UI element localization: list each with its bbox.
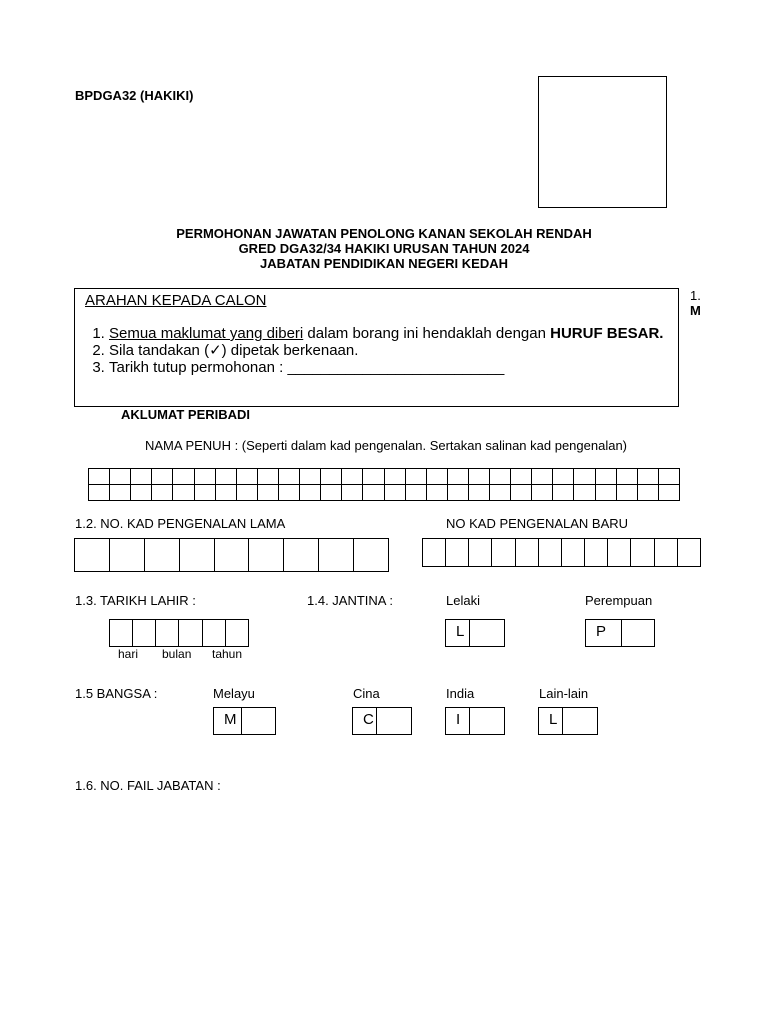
new-ic-digit-cell[interactable] [655,539,678,567]
full-name-char-cell[interactable] [363,469,384,485]
dob-digit-cell[interactable] [203,620,226,647]
full-name-label: NAMA PENUH : (Seperti dalam kad pengenalan. Sertakan salinan kad pengenalan) [145,438,628,453]
full-name-char-cell[interactable] [342,469,363,485]
dob-digit-cell[interactable] [156,620,179,647]
old-ic-digit-cell[interactable] [145,539,180,572]
dob-day-caption: hari [118,647,139,661]
full-name-char-cell[interactable] [89,469,110,485]
full-name-char-cell[interactable] [131,485,152,501]
full-name-char-cell[interactable] [596,485,617,501]
gender-male-code: L [446,620,470,646]
full-name-char-cell[interactable] [617,485,638,501]
race-other-checkbox[interactable] [538,707,598,735]
full-name-char-cell[interactable] [553,485,574,501]
gender-male-label: Lelaki [446,593,480,608]
full-name-char-cell[interactable] [617,469,638,485]
full-name-char-cell[interactable] [152,485,173,501]
full-name-char-cell[interactable] [258,469,279,485]
new-ic-grid [422,538,701,567]
full-name-char-cell[interactable] [279,485,300,501]
photo-box [538,76,667,208]
old-ic-digit-cell[interactable] [75,539,110,572]
full-name-char-cell[interactable] [279,469,300,485]
gender-male-tick-cell[interactable] [470,620,504,646]
race-other-tick-cell[interactable] [563,708,597,734]
full-name-char-cell[interactable] [216,485,237,501]
full-name-char-cell[interactable] [300,469,321,485]
new-ic-digit-cell[interactable] [608,539,631,567]
full-name-char-cell[interactable] [173,485,194,501]
full-name-char-cell[interactable] [237,485,258,501]
gender-female-checkbox[interactable] [585,619,655,647]
new-ic-digit-cell[interactable] [469,539,492,567]
full-name-char-cell[interactable] [574,485,595,501]
full-name-char-cell[interactable] [638,485,659,501]
full-name-char-cell[interactable] [532,469,553,485]
dob-digit-cell[interactable] [179,620,202,647]
section-title: AKLUMAT PERIBADI [121,407,251,422]
dob-label: 1.3. TARIKH LAHIR : [75,593,196,608]
old-ic-digit-cell[interactable] [180,539,215,572]
full-name-char-cell[interactable] [638,469,659,485]
dob-digit-cell[interactable] [133,620,156,647]
new-ic-digit-cell[interactable] [585,539,608,567]
full-name-char-cell[interactable] [448,469,469,485]
race-other-code: L [539,708,563,734]
full-name-char-cell[interactable] [342,485,363,501]
heading-line-1: PERMOHONAN JAWATAN PENOLONG KANAN SEKOLAH RENDAH [176,226,592,241]
full-name-char-cell[interactable] [448,485,469,501]
race-other-label: Lain-lain [539,686,589,701]
race-chinese-tick-cell[interactable] [377,708,411,734]
heading-line-3: JABATAN PENDIDIKAN NEGERI KEDAH [260,256,508,271]
new-ic-digit-cell[interactable] [446,539,469,567]
full-name-char-cell[interactable] [363,485,384,501]
full-name-char-cell[interactable] [511,469,532,485]
full-name-char-cell[interactable] [596,469,617,485]
new-ic-digit-cell[interactable] [539,539,562,567]
full-name-char-cell[interactable] [385,469,406,485]
full-name-char-cell[interactable] [152,469,173,485]
full-name-char-cell[interactable] [216,469,237,485]
dob-year-caption: tahun [212,647,243,661]
gender-female-tick-cell[interactable] [622,620,654,646]
full-name-char-cell[interactable] [321,485,342,501]
new-ic-digit-cell[interactable] [516,539,539,567]
old-ic-digit-cell[interactable] [110,539,145,572]
full-name-char-cell[interactable] [195,485,216,501]
dob-digit-cell[interactable] [110,620,133,647]
full-name-char-cell[interactable] [321,469,342,485]
new-ic-digit-cell[interactable] [678,539,701,567]
dob-month-caption: bulan [162,647,192,661]
full-name-char-cell[interactable] [406,485,427,501]
instructions-box [74,288,679,407]
race-indian-checkbox[interactable] [445,707,505,735]
full-name-char-cell[interactable] [427,469,448,485]
heading-line-2: GRED DGA32/34 HAKIKI URUSAN TAHUN 2024 [238,241,530,256]
full-name-char-cell[interactable] [173,469,194,485]
full-name-char-cell[interactable] [553,469,574,485]
race-chinese-checkbox[interactable] [352,707,412,735]
file-no-label: 1.6. NO. FAIL JABATAN : [75,778,221,793]
race-malay-checkbox[interactable] [213,707,276,735]
instruction-item-3: 3. Tarikh tutup permohonan : __________________________ [109,359,665,376]
full-name-char-cell[interactable] [300,485,321,501]
full-name-char-cell[interactable] [532,485,553,501]
form-code: BPDGA32 (HAKIKI) [75,88,194,103]
form-heading [100,226,668,271]
full-name-char-cell[interactable] [110,485,131,501]
race-indian-code: I [446,708,470,734]
instructions-title: ARAHAN KEPADA CALON [85,292,267,309]
race-label: 1.5 BANGSA : [75,686,158,701]
old-ic-digit-cell[interactable] [354,539,389,572]
full-name-char-cell[interactable] [469,469,490,485]
race-malay-tick-cell[interactable] [242,708,275,734]
race-chinese-label: Cina [353,686,380,701]
race-malay-label: Melayu [213,686,255,701]
full-name-char-cell[interactable] [406,469,427,485]
new-ic-digit-cell[interactable] [562,539,585,567]
race-indian-tick-cell[interactable] [470,708,504,734]
new-ic-digit-cell[interactable] [631,539,654,567]
gender-male-checkbox[interactable] [445,619,505,647]
full-name-char-cell[interactable] [659,469,680,485]
old-ic-label: 1.2. NO. KAD PENGENALAN LAMA [75,516,286,531]
new-ic-digit-cell[interactable] [423,539,446,567]
full-name-char-cell[interactable] [574,469,595,485]
full-name-char-cell[interactable] [427,485,448,501]
old-ic-grid [74,538,389,572]
gender-female-label: Perempuan [585,593,653,608]
dob-grid [109,619,249,647]
full-name-char-cell[interactable] [385,485,406,501]
gender-female-code: P [586,620,622,646]
full-name-char-cell[interactable] [511,485,532,501]
full-name-char-cell[interactable] [469,485,490,501]
dob-digit-cell[interactable] [226,620,249,647]
old-ic-digit-cell[interactable] [284,539,319,572]
old-ic-digit-cell[interactable] [319,539,354,572]
instructions-list [75,325,665,376]
new-ic-digit-cell[interactable] [492,539,515,567]
full-name-char-cell[interactable] [195,469,216,485]
gender-label: 1.4. JANTINA : [307,593,393,608]
instruction-item-1: 1. Semua maklumat yang diberi dalam borang ini hendaklah dengan HURUF BESAR. [109,325,665,342]
race-malay-code: M [214,708,242,734]
full-name-char-cell[interactable] [490,485,511,501]
instruction-item-2: 2. Sila tandakan (✓) dipetak berkenaan. [109,342,665,359]
full-name-char-cell[interactable] [659,485,680,501]
new-ic-label: NO KAD PENGENALAN BARU [446,516,629,531]
race-chinese-code: C [353,708,377,734]
full-name-char-cell[interactable] [110,469,131,485]
full-name-char-cell[interactable] [258,485,279,501]
old-ic-digit-cell[interactable] [215,539,250,572]
old-ic-digit-cell[interactable] [249,539,284,572]
full-name-char-cell[interactable] [237,469,258,485]
race-indian-label: India [446,686,475,701]
full-name-char-cell[interactable] [490,469,511,485]
full-name-grid [88,468,680,501]
cut-off-text: 1. M [690,288,701,318]
full-name-char-cell[interactable] [131,469,152,485]
full-name-char-cell[interactable] [89,485,110,501]
